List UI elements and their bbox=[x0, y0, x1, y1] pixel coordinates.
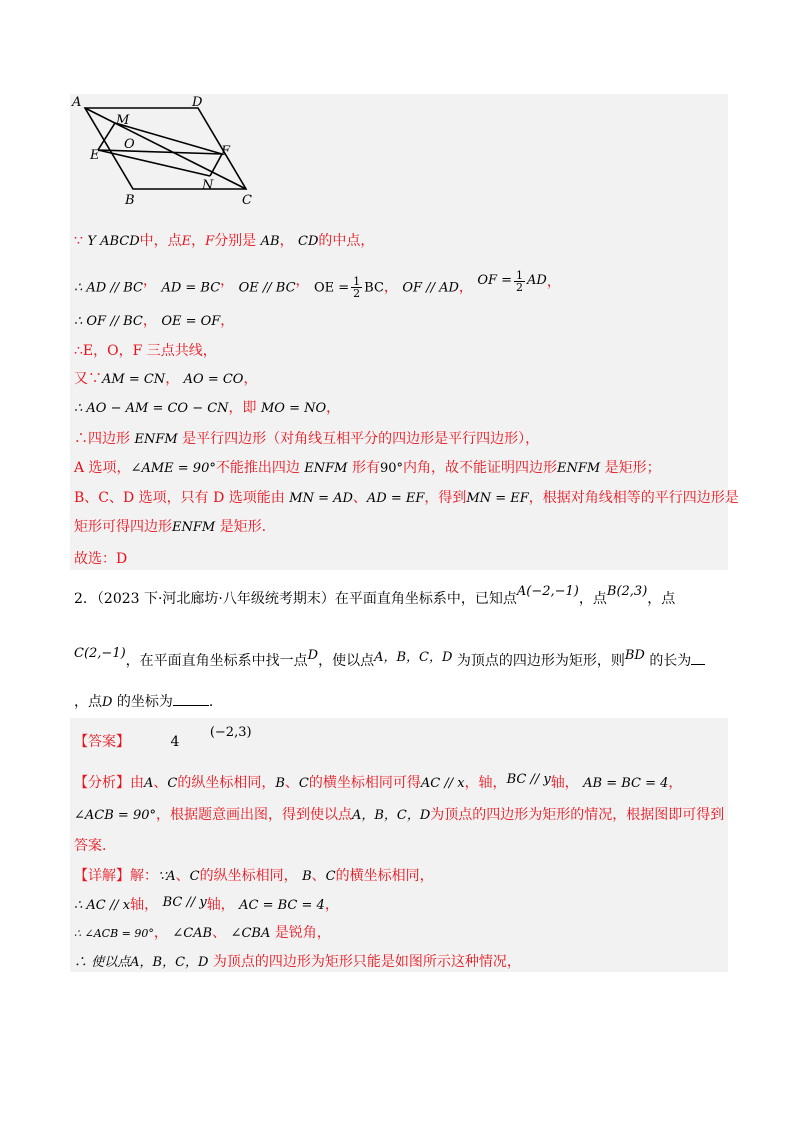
q1-line-5: 又∵AM = CN， AO = CO， bbox=[74, 371, 258, 387]
q1-line-2: ∴ AD // BC， AD = BC， OE // BC， OE = $\frac{1}{2}$ BC， OF // AD， OF = $\frac{1}{2}$ AD， bbox=[74, 269, 561, 300]
q1-line-1: ∵ Y ABCD中，点E，F分别是 AB， CD的中点， bbox=[74, 233, 375, 249]
q1-line-7: ∴四边形 ENFM 是平行四边形（对角线互相平分的四边形是平行四边形）， bbox=[74, 431, 540, 447]
label-f: F bbox=[221, 144, 231, 159]
answer-blank-2 bbox=[173, 705, 209, 706]
label-b: B bbox=[125, 193, 135, 208]
label-m: M bbox=[116, 113, 130, 128]
answer-value-2: (−2,3) bbox=[209, 725, 252, 740]
answer-label: 【答案】 bbox=[74, 734, 130, 750]
q2-detail-line-4: ∴ 使以点A，B，C，D 为顶点的四边形为矩形只能是如图所示这种情况， bbox=[74, 954, 521, 970]
q2-answer-line bbox=[74, 725, 252, 752]
segment-em bbox=[98, 123, 115, 150]
q1-line-4: ∴E，O，F 三点共线， bbox=[74, 343, 217, 359]
label-e: E bbox=[90, 148, 100, 163]
q1-line-9: B、C、D 选项，只有 D 选项能由 MN = AD、AD = EF，得到MN = EF，根据对角线相等的平行四边形是 bbox=[74, 490, 739, 506]
q1-line-10: 矩形可得四边形ENFM 是矩形. bbox=[74, 519, 267, 535]
q2-statement-line-1: 2．（2023 下·河北廊坊·八年级统考期末）在平面直角坐标系中，已知点A(−2,−1)，点B(2,3)，点 bbox=[74, 584, 676, 607]
q2-statement-line-3: ，点D 的坐标为 . bbox=[74, 694, 214, 710]
q1-line-6: ∴ AO − AM = CO − CN，即 MO = NO， bbox=[74, 400, 341, 416]
q2-analysis-line-1: 【分析】由A、C的纵坐标相同，B、C的横坐标相同可得AC // x，轴，BC // y轴， AB = BC = 4， bbox=[74, 772, 683, 791]
q1-answer-choice: 故选：D bbox=[74, 551, 128, 567]
label-o: O bbox=[124, 137, 135, 152]
parallelogram-figure bbox=[70, 94, 270, 212]
q2-analysis-line-3: 答案. bbox=[74, 838, 107, 854]
label-c: C bbox=[242, 193, 252, 208]
label-n: N bbox=[202, 178, 214, 193]
q2-statement-line-2: C(2,−1)，在平面直角坐标系中找一点D，使以点A，B，C，D 为顶点的四边形为矩形，则BD 的长为 bbox=[74, 652, 705, 671]
answer-value-1: 4 bbox=[170, 734, 180, 750]
fraction-half-2: $\frac{1}{2}$ bbox=[516, 269, 524, 294]
label-a: A bbox=[72, 95, 82, 110]
q1-line-3: ∴ OF // BC， OE = OF， bbox=[74, 313, 235, 329]
q2-detail-line-2: ∴ AC // x轴， BC // y轴， AC = BC = 4， bbox=[74, 895, 339, 913]
q2-detail-line-1: 【详解】解：∵A、C的纵坐标相同， B、C的横坐标相同， bbox=[74, 868, 434, 884]
q2-detail-line-3: ∴ ∠ACB = 90°， ∠CAB、 ∠CBA 是锐角， bbox=[74, 925, 331, 941]
answer-blank-1 bbox=[691, 664, 705, 665]
fraction-half-1: $\frac{1}{2}$ bbox=[353, 275, 361, 300]
segment-ef bbox=[98, 150, 222, 154]
label-d: D bbox=[192, 95, 203, 110]
q2-analysis-line-2: ∠ACB = 90°，根据题意画出图，得到使以点A，B，C，D为顶点的四边形为矩形的情况，根据图即可得到 bbox=[74, 807, 725, 823]
q1-line-8: A 选项，∠AME = 90°不能推出四边 ENFM 形有90°内角，故不能证明四边形ENFM 是矩形； bbox=[74, 460, 661, 476]
